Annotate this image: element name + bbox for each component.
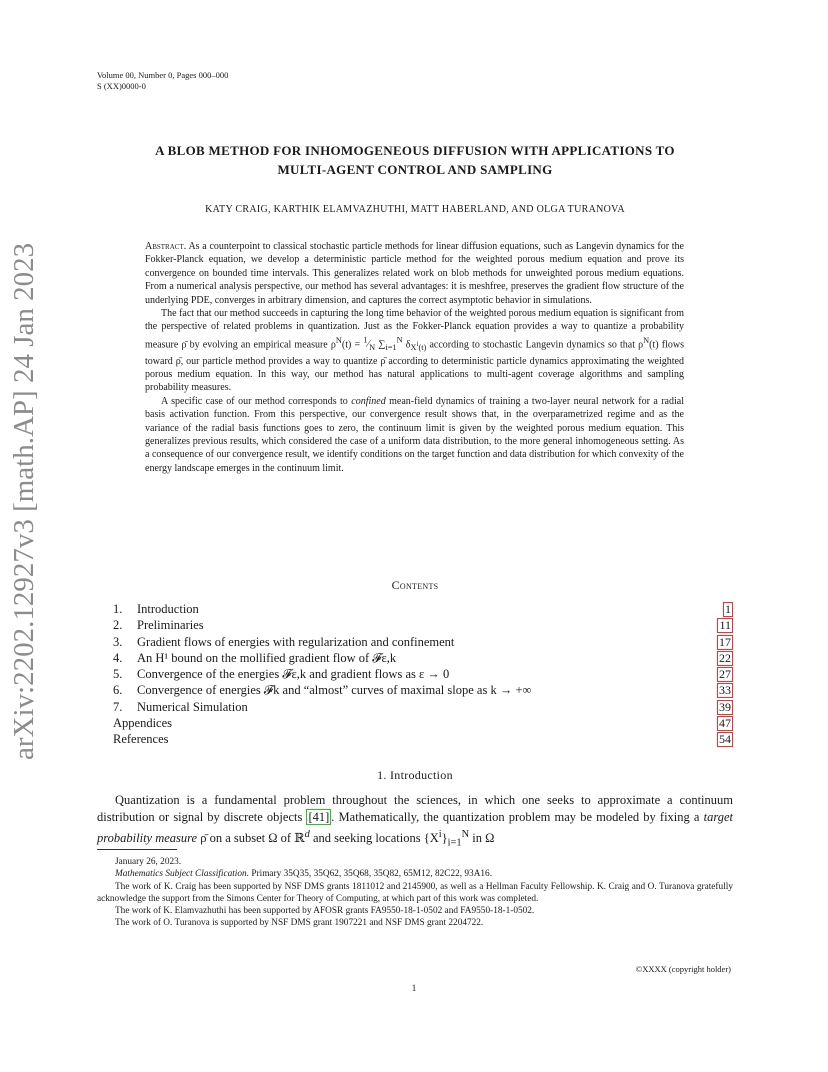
toc-page-link[interactable]: 1: [725, 602, 731, 616]
abstract-p2-text-a: The fact that our method succeeds in capturing the long time behavior of the weighted porous medium equation is significant from the perspective of related problems in quantization. Just as the Fokker-Planck equation provides a way to quantize a probability measure ρ̄ by evolving an empirical measure ρ: [145, 308, 684, 351]
toc-label[interactable]: Preliminaries: [137, 618, 204, 633]
toc-row[interactable]: [113, 650, 733, 666]
toc-page-link[interactable]: 22: [719, 650, 731, 665]
title-line-2: MULTI-AGENT CONTROL AND SAMPLING: [277, 162, 553, 177]
intro-text-b: . Mathematically, the quantization problem may be modeled by fixing a: [331, 810, 704, 824]
abstract-paragraph-3: [145, 395, 684, 475]
toc-number: 3.: [113, 634, 123, 649]
toc-label[interactable]: Convergence of energies 𝓕k and “almost” curves of maximal slope as k → +∞: [137, 683, 532, 698]
author-list: KATY CRAIG, KARTHIK ELAMVAZHUTHI, MATT HABERLAND, AND OLGA TURANOVA: [205, 204, 625, 215]
abstract-p3-text-b: mean-field dynamics of training a two-layer neural network for a radial basis activation function. From this perspective, our convergence result shows that, in the overparametrized regime and as the variance of the radial basis functions goes to zero, the continuum limit is given by the weighted porous medium equation. This generalizes previous results, which considered the case of a uniform data distribution, to the more general inhomogeneous setting. As a consequence of our convergence result, we identify conditions on the target function and data distribution for which convexity of the energy landscape emerges in the continuum limit.: [145, 395, 684, 474]
table-of-contents: [113, 601, 733, 748]
toc-label[interactable]: Appendices: [113, 716, 173, 731]
toc-number: 4.: [113, 650, 123, 665]
toc-row[interactable]: [113, 617, 733, 633]
footnotes: [97, 856, 733, 930]
introduction-text: [97, 792, 733, 852]
toc-number: 7.: [113, 699, 123, 714]
toc-page-link[interactable]: 47: [719, 716, 731, 731]
copyright-notice: ©XXXX (copyright holder): [635, 964, 731, 974]
footnote-funding-3: The work of O. Turanova is supported by NSF DMS grant 1907221 and NSF DMS grant 2204722.: [115, 918, 484, 929]
toc-page-link[interactable]: 11: [719, 618, 731, 633]
footnote-date: January 26, 2023.: [115, 857, 182, 867]
page-number: 1: [411, 983, 417, 993]
toc-number: 2.: [113, 618, 123, 633]
footnote-funding-2: The work of K. Elamvazhuthi has been supported by AFOSR grants FA9550-18-1-0502 and FA9550-18-1-0502.: [115, 906, 535, 917]
abstract-p2-text-c: δ: [402, 339, 411, 351]
toc-row[interactable]: [113, 699, 733, 715]
abstract-paragraph-2: The fact that our method succeeds in capturing the long time behavior of the weighted porous medium equation is significant from the perspective of related problems in quantization. Just as the Fokker-Planck equation provides a way to quantize a probability measure ρ̄ by evolving an empirical measure $\rho^N(t)$ = $^1⁄_N$ $\sum_{i=1}^N$ $\delta_{X^i(t)}$ according to stochastic Langevin dynamics so that $\rho^N(t)$ flows toward ρ̄, our particle method provides a way to quantize ρ̄ according to deterministic particle dynamics approximating the weighted porous medium equation. In this way, our method has natural applications to multi-agent coverage algorithms and sampling probability measures.: [145, 308, 684, 394]
toc-row[interactable]: [113, 682, 733, 698]
msc-label: Mathematics Subject Classification.: [115, 869, 250, 880]
citation-link-41[interactable]: [41]: [308, 810, 330, 824]
toc-page-link[interactable]: 54: [719, 732, 731, 747]
toc-label[interactable]: Gradient flows of energies with regularization and confinement: [137, 634, 455, 649]
abstract-p1-text: As a counterpoint to classical stochastic particle methods for linear diffusion equations, such as Langevin dynamics for the Fokker-Planck equation, we develop a deterministic particle method for the weighted porous medium equation and prove its convergence on bounded time intervals. This generalizes related work on blob methods for unweighted porous medium equations. From a numerical analysis perspective, our method has several advantages: it is meshfree, preserves the gradient flow structure of the underlying PDE, converges in arbitrary dimension, and captures the correct asymptotic behavior in simulations.: [145, 241, 684, 306]
abstract-p2-text-d: according to stochastic Langevin dynamics so that ρ: [426, 339, 644, 351]
abstract-paragraph-1: [145, 240, 684, 307]
contents-heading: Contents: [391, 578, 439, 592]
footnote-funding-1: The work of K. Craig has been supported by NSF DMS grants 1811012 and 2145900, as well as a Hellman Faculty Fellowship. K. Craig and O. Turanova gratefully acknowledge the support from the Simons Center for Theory of Computing, at which part of this work was completed.: [97, 881, 733, 904]
sum-formula: $^1⁄_N$ $\sum_{i=1}^N$: [363, 335, 403, 353]
abstract-p3-text-a: A specific case of our method corresponds to: [161, 395, 352, 407]
toc-page-link[interactable]: 39: [719, 699, 731, 714]
abstract-p3-emphasis: confined: [351, 395, 386, 407]
toc-page-link[interactable]: 17: [719, 634, 731, 649]
toc-page-link[interactable]: 33: [719, 683, 731, 698]
volume-line: Volume 00, Number 0, Pages 000–000: [97, 70, 229, 80]
toc-row[interactable]: [113, 666, 733, 682]
toc-row[interactable]: [113, 634, 733, 650]
msc-text: Primary 35Q35, 35Q62, 35Q68, 35Q82, 65M12, 82C22, 93A16.: [249, 869, 493, 880]
intro-emphasis: target probability measure: [97, 810, 733, 846]
intro-text-d: and seeking locations {X: [309, 831, 439, 846]
abstract: [145, 240, 684, 475]
intro-text-a: Quantization is a fundamental problem throughout the sciences, in which one seeks to approximate a continuum distribution or signal by discrete objects: [97, 793, 733, 824]
abstract-p2-text-e: (t) flows toward ρ̄, our particle method provides a way to quantize ρ̄ according to deterministic particle dynamics approximating the weighted porous medium equation. In this way, our method has natural applications to multi-agent coverage algorithms and sampling probability measures.: [145, 339, 684, 394]
toc-number: 6.: [113, 683, 123, 698]
toc-number: 5.: [113, 667, 123, 682]
toc-label[interactable]: Convergence of the energies 𝓕ε,k and gradient flows as ε → 0: [137, 667, 450, 682]
introduction-paragraph: Quantization is a fundamental problem throughout the sciences, in which one seeks to approximate a continuum distribution or signal by discrete objects [41] . Mathematically, the quantization problem may be modeled by fixing a target probability measure ρ̄ on a subset Ω of ℝ$^d$ and seeking locations $\{X^i\}_{i=1}^N$ in Ω: [97, 793, 733, 849]
intro-text-c: ρ̄ on a subset Ω of ℝ: [197, 831, 305, 846]
toc-number: 1.: [113, 602, 123, 616]
toc-label[interactable]: An H¹ bound on the mollified gradient flow of 𝓕ε,k: [137, 650, 397, 665]
toc-row[interactable]: [113, 601, 733, 617]
footnote-msc: [97, 868, 733, 880]
arxiv-identifier: arXiv:2202.12927v3 [math.AP] 24 Jan 2023: [8, 242, 40, 760]
abstract-label: Abstract.: [145, 241, 187, 252]
abstract-p2-text-b: (t) =: [341, 339, 364, 351]
footnote-rule: [97, 849, 177, 850]
intro-text-e: in Ω: [469, 831, 495, 846]
issn-line: S (XX)0000-0: [97, 81, 146, 91]
toc-row[interactable]: [113, 731, 733, 747]
toc-label[interactable]: Numerical Simulation: [137, 699, 248, 714]
toc-row[interactable]: [113, 715, 733, 731]
paper-title: [97, 141, 733, 179]
journal-header: [97, 70, 228, 92]
toc-page-link[interactable]: 27: [719, 667, 731, 682]
title-line-1: A BLOB METHOD FOR INHOMOGENEOUS DIFFUSION WITH APPLICATIONS TO: [155, 143, 675, 158]
toc-label[interactable]: Introduction: [137, 602, 199, 616]
toc-label[interactable]: References: [113, 732, 169, 747]
section-heading-introduction: 1. Introduction: [377, 768, 453, 782]
